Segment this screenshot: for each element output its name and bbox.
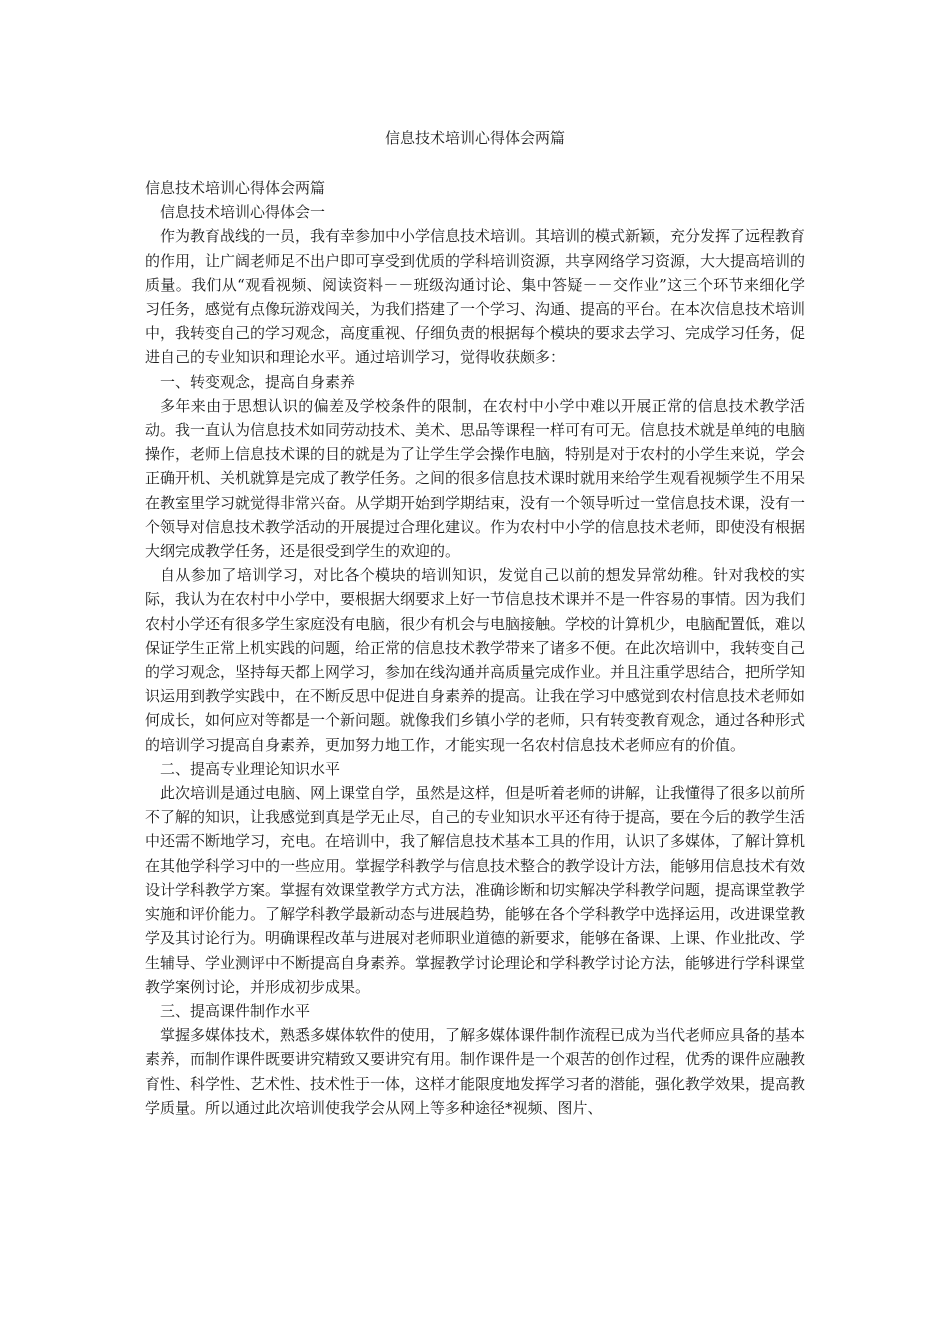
paragraph-intro: 作为教育战线的一员，我有幸参加中小学信息技术培训。其培训的模式新颖，充分发挥了远程教育的作用，让广阔老师足不出户即可享受到优质的学科培训资源，共享网络学习资源，大大提高培训的质量。我们从“观看视频、阅读资料－－班级沟通讨论、集中答疑－－交作业”这三个环节来细化学习任务，感觉有点像玩游戏闯关，为我们搭建了一个学习、沟通、提高的平台。在本次信息技术培训中，我转变自己的学习观念，高度重视、仔细负责的根据每个模块的要求去学习、完成学习任务，促进自己的专业知识和理论水平。通过培训学习，觉得收获颇多： (145, 227, 806, 367)
paragraph-section-1a: 多年来由于思想认识的偏差及学校条件的限制，在农村中小学中难以开展正常的信息技术教学活动。我一直认为信息技术如同劳动技术、美术、思品等课程一样可有可无。信息技术就是单纯的电脑操作，老师上信息技术课的目的就是为了让学生学会操作电脑，特别是对于农村的小学生来说，学会正确开机、关机就算是完成了教学任务。之间的很多信息技术课时就用来给学生观看视频学生不用呆在教室里学习就觉得非常兴奋。从学期开始到学期结束，没有一个领导听过一堂信息技术课，没有一个领导对信息技术教学活动的开展提过合理化建议。作为农村中小学的信息技术老师，即使没有根据大纲完成教学任务，还是很受到学生的欢迎的。 (145, 396, 806, 561)
section-heading-1: 一、转变观念，提高自身素养 (160, 372, 356, 391)
document-subheading: 信息技术培训心得体会一 (160, 203, 326, 222)
paragraph-section-1b: 自从参加了培训学习，对比各个模块的培训知识，发觉自己以前的想发异常幼稚。针对我校的实际，我认为在农村中小学中，要根据大纲要求上好一节信息技术课并不是一件容易的事情。因为我们农村小学还有很多学生家庭没有电脑，很少有机会与电脑接触。学校的计算机少，电脑配置低，难以保证学生正常上机实践的问题，给正常的信息技术教学带来了诸多不便。在此次培训中，我转变自己的学习观念，坚持每天都上网学习，参加在线沟通并高质量完成作业。并且注重学思结合，把所学知识运用到教学实践中，在不断反思中促进自身素养的提高。让我在学习中感觉到农村信息技术老师如何成长，如何应对等都是一个新问题。就像我们乡镇小学的老师，只有转变教育观念，通过各种形式的培训学习提高自身素养，更加努力地工作，才能实现一名农村信息技术老师应有的价值。 (145, 566, 806, 754)
section-heading-3: 三、提高课件制作水平 (160, 1001, 311, 1020)
document-heading: 信息技术培训心得体会两篇 (145, 179, 326, 197)
document-title: 信息技术培训心得体会两篇 (384, 129, 565, 147)
document-body (145, 176, 805, 1120)
paragraph-section-3: 掌握多媒体技术，熟悉多媒体软件的使用，了解多媒体课件制作流程已成为当代老师应具备的基本素养，而制作课件既要讲究精致又要讲究有用。制作课件是一个艰苦的创作过程，优秀的课件应融教育性、科学性、艺术性、技术性于一体，这样才能限度地发挥学习者的潜能，强化教学效果，提高教学质量。所以通过此次培训使我学会从网上等多种途径*视频、图片、 (145, 1026, 806, 1117)
section-heading-2: 二、提高专业理论知识水平 (160, 759, 341, 778)
paragraph-section-2: 此次培训是通过电脑、网上课堂自学，虽然是这样，但是听着老师的讲解，让我懂得了很多以前所不了解的知识，让我感觉到真是学无止尽，自己的专业知识水平还有待于提高，要在今后的教学生活中还需不断地学习，充电。在培训中，我了解信息技术基本工具的作用，认识了多媒体，了解计算机在其他学科学习中的一些应用。掌握学科教学与信息技术整合的教学设计方法，能够用信息技术有效设计学科教学方案。掌握有效课堂教学方式方法，准确诊断和切实解决学科教学问题，提高课堂教学实施和评价能力。了解学科教学最新动态与进展趋势，能够在各个学科教学中选择运用，改进课堂教学及其讨论行为。明确课程改革与进展对老师职业道德的新要求，能够在备课、上课、作业批改、学生辅导、学业测评中不断提高自身素养。掌握教学讨论理论和学科教学讨论方法，能够进行学科课堂教学案例讨论，并形成初步成果。 (145, 784, 806, 996)
